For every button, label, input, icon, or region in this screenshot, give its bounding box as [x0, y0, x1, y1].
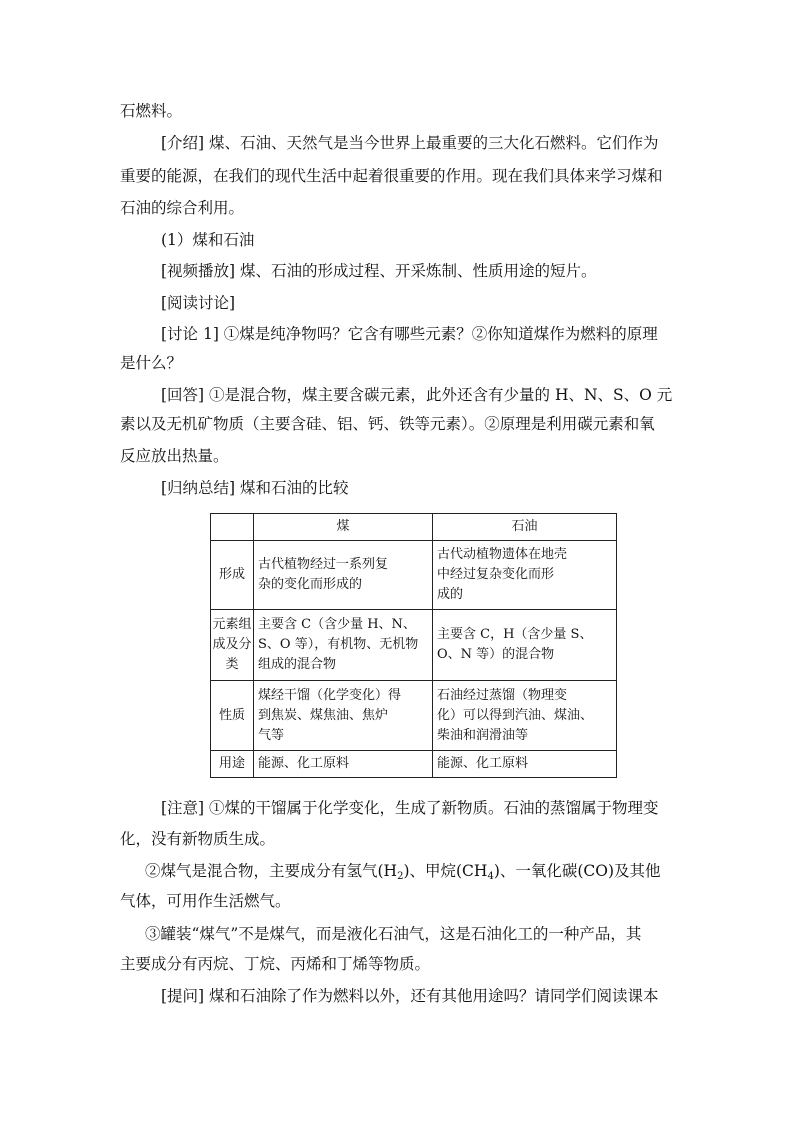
- subscript: 2: [397, 871, 404, 882]
- paragraph-line: ③罐装“煤气”不是煤气，而是液化石油气，这是石油化工的一种产品，其: [145, 925, 642, 943]
- paragraph-line: 主要成分有丙烷、丁烷、丙烯和丁烯等物质。: [120, 955, 431, 973]
- cell-line: 石油经过蒸馏（物理变: [437, 687, 568, 703]
- cell-oil: 能源、化工原料: [433, 751, 617, 778]
- text-run: ②煤气是混合物，主要成分有氢气(H: [145, 862, 398, 880]
- paragraph-line: [回答] ①是混合物，煤主要含碳元素，此外还含有少量的 H、N、S、O 元: [161, 386, 673, 404]
- cell-oil: [433, 541, 617, 610]
- table-row: [211, 751, 617, 778]
- paragraph-line: 石油的综合利用。: [120, 199, 245, 217]
- cell-line: 到焦炭、煤焦油、焦炉: [258, 707, 389, 723]
- header-cell-coal: 煤: [254, 514, 433, 541]
- paragraph-line: [讨论 1] ①煤是纯净物吗？它含有哪些元素？②你知道煤作为燃料的原理: [161, 325, 658, 343]
- label-line: 元素组: [212, 617, 252, 632]
- comparison-table: [210, 513, 617, 778]
- cell-line: 主要含 C（含少量 H、N、: [258, 617, 416, 632]
- table-header-row: [211, 514, 617, 541]
- table-row: [211, 541, 617, 610]
- cell-line: 杂的变化而形成的: [258, 577, 363, 592]
- paragraph-line: 气体，可用作生活燃气。: [120, 892, 291, 910]
- cell-oil: [433, 681, 617, 751]
- cell-line: 化）可以得到汽油、煤油、: [437, 707, 594, 723]
- paragraph-line: [注意] ①煤的干馏属于化学变化，生成了新物质。石油的蒸馏属于物理变: [161, 799, 659, 817]
- table-caption: [归纳总结] 煤和石油的比较: [161, 479, 349, 497]
- cell-line: 主要含 C，H（含少量 S、: [437, 627, 593, 642]
- cell-line: S、O 等），有机物、无机物: [258, 637, 419, 652]
- header-cell-oil: 石油: [433, 514, 617, 541]
- cell-line: 古代动植物遗体在地壳: [437, 547, 568, 562]
- cell-line: 成的: [437, 587, 464, 602]
- paragraph-line: [提问] 煤和石油除了作为燃料以外，还有其他用途吗？请同学们阅读课本: [161, 987, 659, 1005]
- table-row: [211, 610, 617, 681]
- paragraph-line: 重要的能源，在我们的现代生活中起着很重要的作用。现在我们具体来学习煤和: [120, 167, 663, 185]
- cell-line: O、N 等）的混合物: [437, 647, 555, 662]
- cell-line: 煤经干馏（化学变化）得: [258, 687, 402, 703]
- row-label: 性质: [211, 681, 254, 751]
- subscript: 4: [487, 871, 494, 882]
- row-label: [211, 610, 254, 681]
- cell-line: 中经过复杂变化而形: [437, 567, 555, 582]
- paragraph-line: 是什么？: [120, 354, 183, 372]
- text-run: )、一氧化碳(CO)及其他: [493, 862, 661, 880]
- cell-line: 气等: [258, 727, 285, 743]
- cell-coal: [254, 541, 433, 610]
- paragraph-line: [介绍] 煤、石油、天然气是当今世界上最重要的三大化石燃料。它们作为: [161, 134, 659, 152]
- paragraph-line: 反应放出热量。: [120, 447, 229, 465]
- cell-coal: [254, 610, 433, 681]
- section-heading: (1）煤和石油: [161, 231, 255, 249]
- paragraph-line: [阅读讨论]: [161, 294, 236, 312]
- paragraph-line: 化，没有新物质生成。: [120, 830, 276, 848]
- cell-line: 组成的混合物: [258, 657, 337, 672]
- cell-coal: [254, 681, 433, 751]
- header-cell-empty: [211, 514, 254, 541]
- paragraph-line: [145, 861, 701, 881]
- cell-oil: [433, 610, 617, 681]
- paragraph-line: 素以及无机矿物质（主要含硅、铝、钙、铁等元素）。②原理是利用碳元素和氧: [120, 415, 655, 433]
- label-line: 类: [225, 657, 239, 672]
- row-label: 形成: [211, 541, 254, 610]
- paragraph-line: 石燃料。: [120, 102, 183, 120]
- cell-coal: 能源、化工原料: [254, 751, 433, 778]
- table-row: [211, 681, 617, 751]
- label-line: 成及分: [212, 637, 252, 652]
- cell-line: 柴油和润滑油等: [437, 727, 529, 743]
- cell-line: 古代植物经过一系列复: [258, 557, 389, 572]
- paragraph-line: [视频播放] 煤、石油的形成过程、开采炼制、性质用途的短片。: [161, 262, 597, 280]
- row-label: 用途: [211, 751, 254, 778]
- text-run: )、甲烷(CH: [403, 862, 488, 880]
